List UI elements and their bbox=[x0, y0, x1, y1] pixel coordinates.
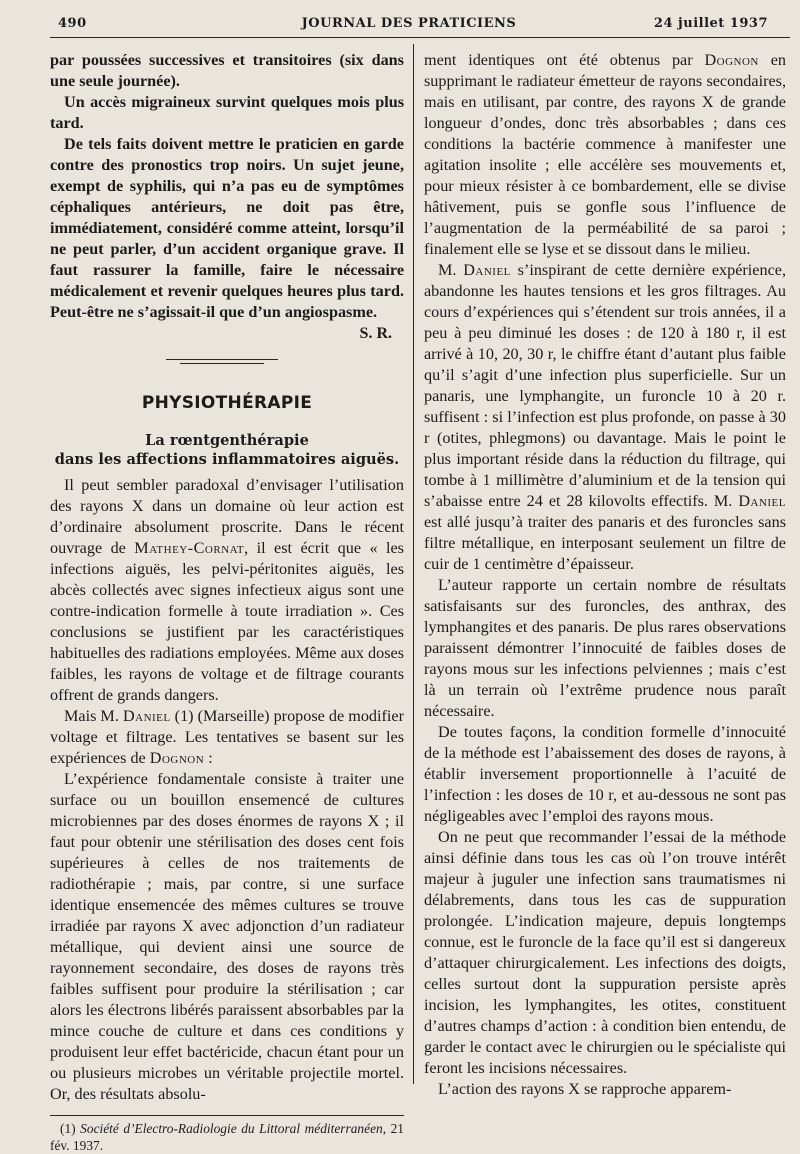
author-name: Daniel bbox=[122, 707, 171, 725]
paragraph: Mais M. Daniel (1) (Marseille) propose de modifier voltage et filtrage. Les tentatives se basent sur les expériences de Dognon : bbox=[50, 707, 404, 767]
footnote: (1) Société d’Electro-Radiologie du Littoral méditerranéen, 21 fév. 1937. bbox=[50, 1121, 404, 1153]
section-ornament bbox=[50, 351, 404, 371]
previous-article-end bbox=[50, 50, 404, 323]
header-rule bbox=[50, 37, 790, 38]
running-header bbox=[50, 16, 768, 38]
paragraph: M. Daniel s’inspirant de cette dernière expérience, abandonne les hautes tensions et les gros filtrages. Au cours d’expériences qui s’étendent sur trois années, il a peu à peu diminué les doses : de 120 à 180 r, il est arrivé à 10, 20, 30 r, le chiffre étant d’autant plus faible qu’il s’agit d’une infection plus superficielle. Sur un panaris, une lymphangite, un furoncle 10 à 20 r. suffisent : si l’infection est plus profonde, on passe à 30 r (otites, phlegmons) ou davantage. Mais le point le plus important réside dans la réduction du filtrage, qui tombe à 1 millimètre d’aluminium et de la tension qui s’abaisse entre 24 et 28 kilovolts effectifs. M. Daniel est allé jusqu’à traiter des panaris et des furoncles sans filtre métallique, en interposant seulement un filtre de cuir de 1 centimètre d’épaisseur. bbox=[424, 261, 786, 573]
journal-title: JOURNAL DES PRATICIENS bbox=[301, 16, 517, 31]
paragraph: ment identiques ont été obtenus par Dognon en supprimant le radiateur émetteur de rayons secondaires, mais en utilisant, par contre, des rayons X de grande longueur d’ondes, donc très absorbables ; dans ces conditions la bactérie commence à manifester une agitation insolite ; elle accélère ses mouvements et, pour mieux résister à ce bombardement, elle se divise hâtivement, puis se gonfle sous l’influence de l’augmentation de la perméabilité de sa paroi ; finalement elle se lyse et se dissout dans le milieu. bbox=[424, 51, 786, 258]
page-number: 490 bbox=[58, 16, 87, 31]
paragraph: L’expérience fondamentale consiste à traiter une surface ou un bouillon ensemencé de cultures microbiennes par des doses énormes de rayons X ; il faut pour obtenir une stérilisation des doses cent fois supérieures à celles de nos traitements de radiothérapie ; mais, par contre, si une surface identique ensemencée des mêmes cultures se trouve irradiée par rayons X avec adjonction d’un radiateur métallique, qui devient ainsi une source de rayonnement secondaire, des doses de rayons très faibles suffisent pour produire la stérilisation ; car alors les électrons libérés paraissent absorbables par la mince couche de culture et dans ces conditions y produisent leur effet bactéricide, chacun étant pour un ou plusieurs microbes un véritable projectile mortel. Or, des résultats absolu- bbox=[50, 770, 404, 1103]
author-signature: S. R. bbox=[359, 325, 392, 342]
author-name: Dognon bbox=[704, 51, 759, 69]
paragraph: On ne peut que recommander l’essai de la méthode ainsi définie dans tous les cas où l’on trouve intérêt majeur à juguler une infection sans traumatismes ni délabrements, dans tous les cas de suppuration prolongée. L’indication majeure, depuis longtemps connue, est le furoncle de la face qu’il est si dangereux d’attaquer chirurgicalement. Les infections des doigts, celles surtout dont la suppuration persiste après incision, les lymphangites, les otites, constituent d’autres champs d’action : à condition bien entendu, de garder le contact avec le chirurgien ou le spécialiste qui feront les incisions nécessaires. bbox=[424, 828, 786, 1077]
left-column bbox=[50, 50, 404, 1154]
section-title: PHYSIOTHÉRAPIE bbox=[141, 393, 313, 413]
paragraph: De tels faits doivent mettre le praticien en garde contre des pronostics trop noirs. Un sujet jeune, exempt de syphilis, qui n’a pas eu de symptômes céphaliques antérieurs, ne doit pas être, immédiatement, considéré comme atteint, lorsqu’il ne peut parler, d’un accident organique grave. Il faut rassurer la famille, faire le nécessaire médicalement et revenir quelques heures plus tard. Peut-être ne s’agissait-il que d’un angiospasme. bbox=[50, 135, 404, 321]
right-column bbox=[424, 50, 786, 1100]
paragraph: L’auteur rapporte un certain nombre de résultats satisfaisants sur des furoncles, des anthrax, des lymphangites et des panaris. De plus rares observations paraissent démontrer l’innocuité de faibles doses de rayons mous sur les infections pelviennes ; mais c’est là un terrain où l’extrême prudence nous paraît nécessaire. bbox=[424, 576, 786, 720]
issue-date: 24 juillet 1937 bbox=[653, 16, 768, 31]
article-title bbox=[50, 431, 404, 469]
paragraph: De toutes façons, la condition formelle d’innocuité de la méthode est l’abaissement des doses de rayons, à établir inversement proportionnelle à l’acuité de l’infection : les doses de 10 r, et au-dessous ne sont pas négligeables avec l’emploi des rayons mous. bbox=[424, 723, 786, 825]
paragraph: Il peut sembler paradoxal d’envisager l’utilisation des rayons X dans un domaine où leur action est d’ordinaire absolument proscrite. Dans le récent ouvrage de Mathey-Cornat, il est écrit que « les infections aiguës, les pelvi-péritonites aiguës, les abcès collectés avec signes infectieux aigus sont une contre-indication formelle à toute irradiation ». Ces conclusions se justifient par les caractéristiques habituelles des radiations employées. Même aux doses faibles, les rayons de voltage et de filtrage courants offrent de grands dangers. bbox=[50, 476, 404, 704]
paragraph: L’action des rayons X se rapproche apparem- bbox=[438, 1080, 732, 1098]
article-title-line-2: dans les affections inflammatoires aiguës. bbox=[54, 451, 400, 468]
author-name: Dognon bbox=[149, 749, 205, 767]
footnote-rule bbox=[50, 1115, 404, 1116]
author-name: Daniel bbox=[738, 492, 786, 510]
article-title-line-1: La rœntgenthérapie bbox=[145, 432, 309, 449]
author-name: Daniel bbox=[463, 261, 511, 279]
paragraph: Un accès migraineux survint quelques mois plus tard. bbox=[50, 93, 404, 132]
paragraph: par poussées successives et transitoires (six dans une seule journée). bbox=[50, 51, 404, 90]
author-name: Mathey-Cornat bbox=[134, 539, 245, 557]
column-rule bbox=[413, 44, 414, 1084]
